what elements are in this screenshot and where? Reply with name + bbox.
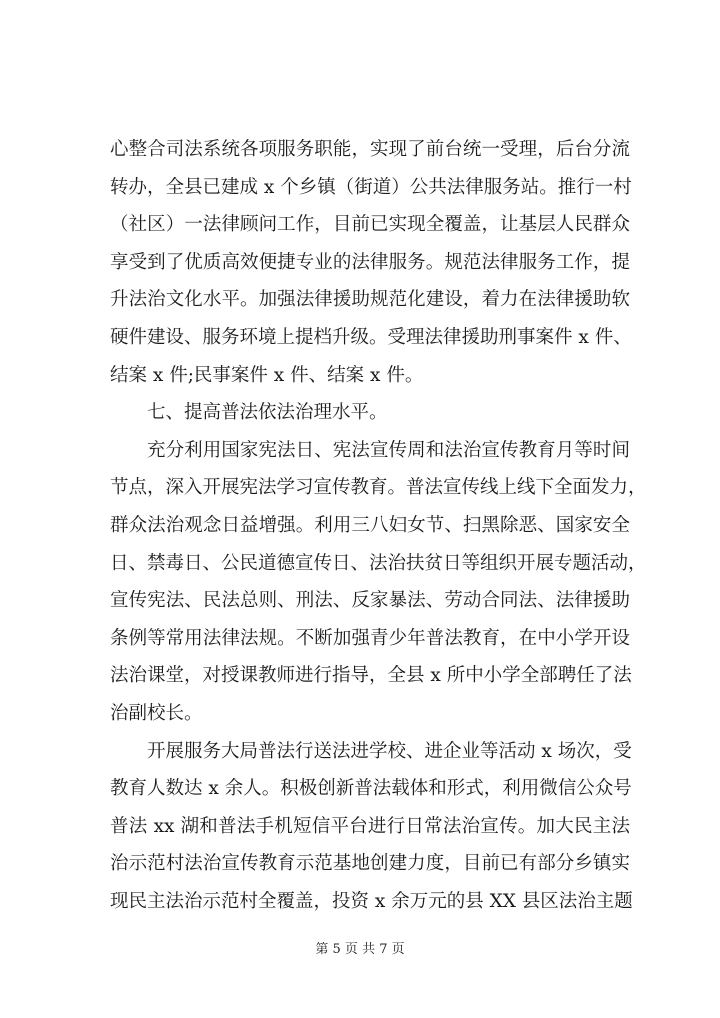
text-line: 结案 x 件;民事案件 x 件、结案 x 件。	[110, 364, 424, 386]
text-line: 享受到了优质高效便捷专业的法律服务。规范法律服务工作，提	[110, 251, 630, 273]
text-line: 升法治文化水平。加强法律援助规范化建设，着力在法律援助软	[110, 289, 630, 311]
text-line: 转办，全县已建成 x 个乡镇（街道）公共法律服务站。推行一村	[110, 176, 632, 198]
text-line: 开展服务大局普法行送法进学校、进企业等活动 x 场次，受	[147, 740, 632, 762]
text-line: 节点，深入开展宪法学习宣传教育。普法宣传线上线下全面发力，	[110, 477, 647, 499]
text-line: 法治课堂，对授课教师进行指导，全县 x 所中小学全部聘任了法	[110, 665, 632, 687]
text-line: 硬件建设、服务环境上提档升级。受理法律援助刑事案件 x 件、	[110, 326, 632, 348]
text-line: 充分利用国家宪法日、宪法宣传周和法治宣传教育月等时间	[147, 439, 630, 461]
text-line: （社区）一法律顾问工作，目前已实现全覆盖，让基层人民群众	[110, 214, 630, 236]
text-line: 现民主法治示范村全覆盖，投资 x 余万元的县 XX 县区法治主题	[110, 890, 633, 912]
text-line: 教育人数达 x 余人。积极创新普法载体和形式，利用微信公众号	[110, 778, 632, 800]
page-number: 第 5 页 共 7 页	[315, 942, 405, 957]
text-line: 普法 xx 湖和普法手机短信平台进行日常法治宣传。加大民主法	[110, 815, 630, 837]
text-line: 宣传宪法、民法总则、刑法、反家暴法、劳动合同法、法律援助	[110, 590, 630, 612]
text-line: 日、禁毒日、公民道德宣传日、法治扶贫日等组织开展专题活动，	[110, 552, 647, 574]
text-line: 条例等常用法律法规。不断加强青少年普法教育，在中小学开设	[110, 627, 630, 649]
text-line: 治副校长。	[110, 702, 203, 724]
text-line: 群众法治观念日益增强。利用三八妇女节、扫黑除恶、国家安全	[110, 514, 630, 536]
text-line: 心整合司法系统各项服务职能，实现了前台统一受理，后台分流	[110, 139, 630, 160]
text-line: 治示范村法治宣传教育示范基地创建力度，目前已有部分乡镇实	[110, 853, 630, 875]
section-heading: 七、提高普法依法治理水平。	[147, 402, 388, 424]
document-body	[110, 131, 647, 920]
